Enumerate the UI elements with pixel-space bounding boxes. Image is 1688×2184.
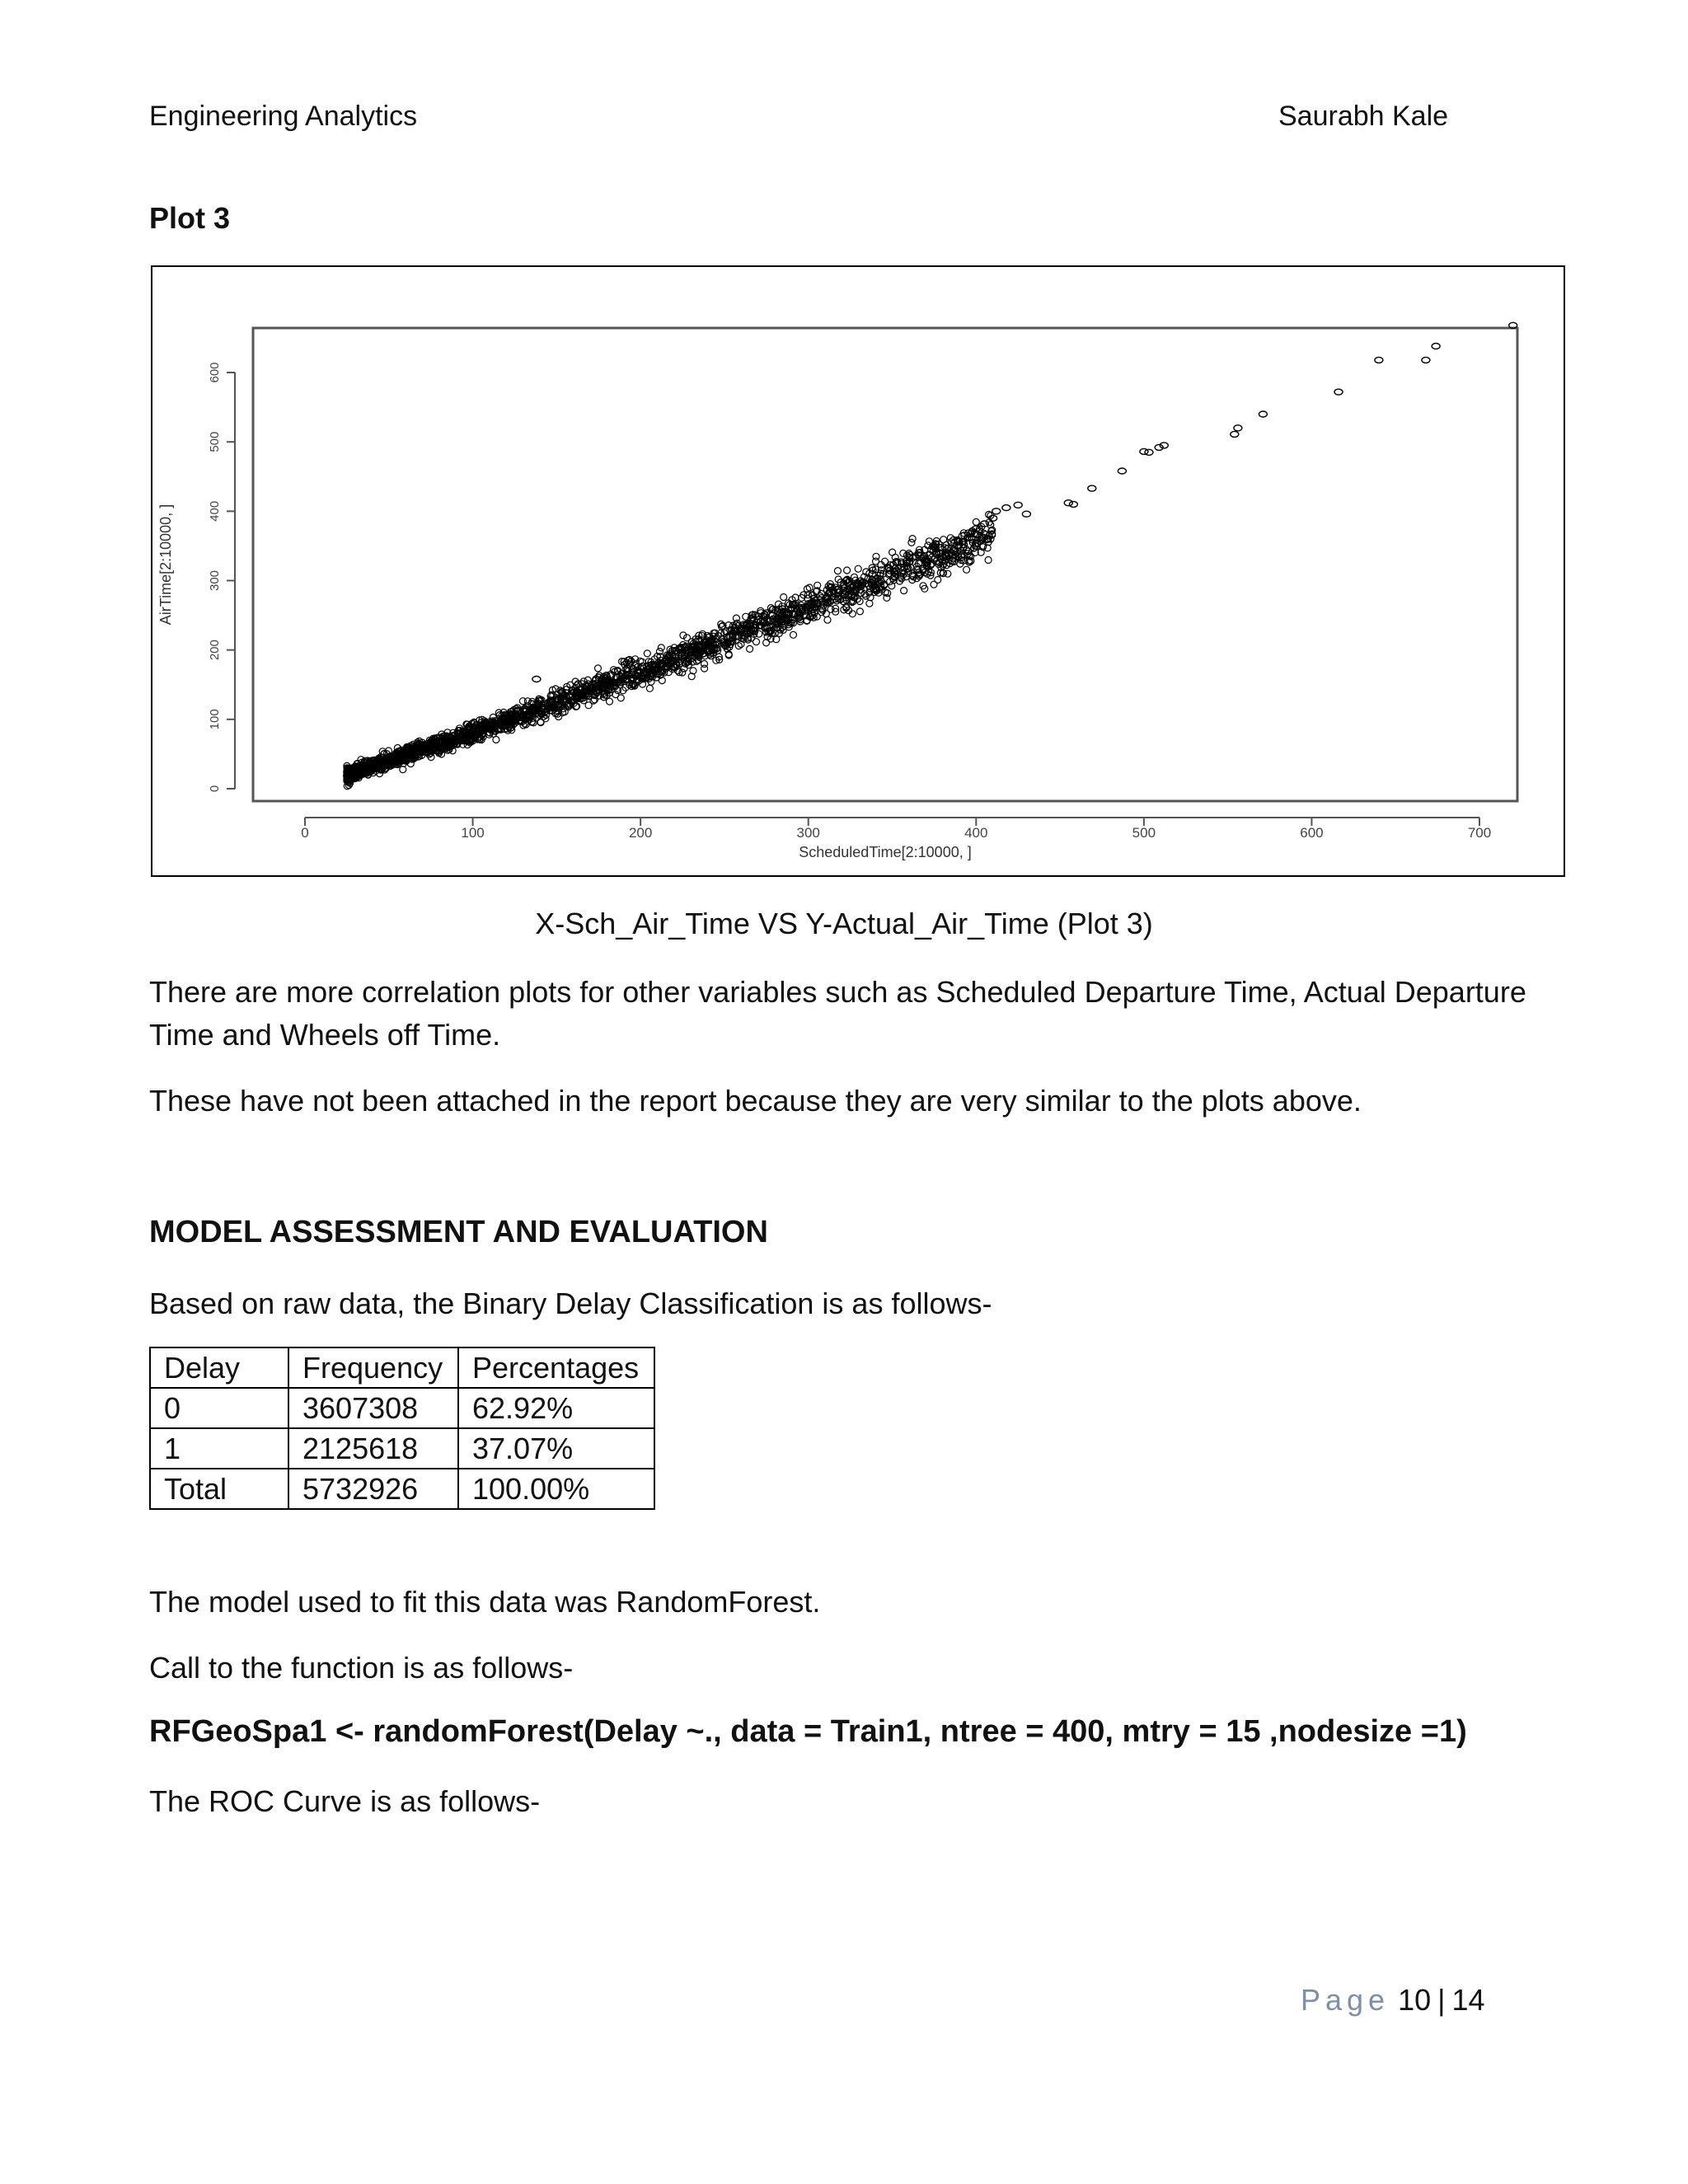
header-title: Engineering Analytics <box>149 101 418 132</box>
table-row <box>150 1388 654 1428</box>
data-point <box>908 539 915 546</box>
x-tick-label: 400 <box>964 825 988 841</box>
data-point <box>1334 389 1343 395</box>
table-header-row <box>150 1347 654 1388</box>
data-point <box>834 568 841 574</box>
data-point <box>701 661 708 668</box>
paragraph-model-used: The model used to fit this data was RandomForest. <box>149 1585 821 1619</box>
data-point <box>1432 344 1440 349</box>
table-row <box>150 1428 654 1469</box>
data-point <box>1064 500 1072 506</box>
x-axis-label: ScheduledTime[2:10000, ] <box>799 844 972 860</box>
data-point <box>889 583 895 589</box>
page-word: Page <box>1301 1983 1390 2017</box>
data-point <box>400 766 406 773</box>
y-axis-label: AirTime[2:10000, ] <box>157 504 174 626</box>
data-point <box>1375 357 1383 363</box>
delay-classification-table <box>149 1347 655 1510</box>
data-point <box>658 644 664 651</box>
scatter-chart <box>152 267 1564 875</box>
y-tick-label: 500 <box>208 431 222 452</box>
y-tick-label: 400 <box>208 500 222 522</box>
data-point <box>1234 425 1242 431</box>
data-point <box>763 640 770 646</box>
data-point <box>646 685 653 691</box>
code-line: RFGeoSpa1 <- randomForest(Delay ~., data = Train1, ntree = 400, mtry = 15 ,nodesize =1) <box>149 1714 1467 1749</box>
data-point <box>806 584 813 591</box>
data-point <box>747 645 753 652</box>
y-tick-label: 200 <box>208 640 222 661</box>
data-point <box>940 537 947 543</box>
data-point <box>844 567 851 574</box>
table-header-cell: Delay <box>150 1347 288 1388</box>
x-tick-label: 500 <box>1132 825 1156 841</box>
page-footer <box>1301 1983 1485 2018</box>
data-point <box>856 608 863 615</box>
data-point <box>1422 357 1430 363</box>
data-point <box>935 577 941 583</box>
table-row <box>150 1469 654 1509</box>
data-point <box>866 600 873 607</box>
data-point <box>644 650 650 657</box>
table-cell: 2125618 <box>288 1428 458 1469</box>
header-author: Saurabh Kale <box>1278 101 1449 132</box>
y-tick-label: 100 <box>208 709 222 730</box>
data-point <box>1231 431 1239 437</box>
data-point <box>1118 468 1126 474</box>
x-tick-label: 700 <box>1467 825 1492 841</box>
data-point <box>873 558 879 565</box>
data-point <box>519 698 526 705</box>
x-tick-label: 600 <box>1300 825 1324 841</box>
x-tick-label: 200 <box>628 825 653 841</box>
data-point <box>964 566 970 573</box>
section-heading: MODEL ASSESSMENT AND EVALUATION <box>149 1215 768 1249</box>
data-point <box>985 557 992 564</box>
table-cell: 0 <box>150 1388 288 1428</box>
data-point <box>781 594 787 601</box>
x-axis <box>301 818 1491 841</box>
y-tick-label: 600 <box>208 362 222 383</box>
plot-heading: Plot 3 <box>149 201 231 235</box>
table-cell: 3607308 <box>288 1388 458 1428</box>
table-cell: Total <box>150 1469 288 1509</box>
page-number: 10 <box>1398 1983 1432 2017</box>
data-point <box>1022 511 1030 517</box>
paragraph-classification-intro: Based on raw data, the Binary Delay Classification is as follows- <box>149 1286 992 1320</box>
table-cell: 100.00% <box>458 1469 654 1509</box>
table-header-cell: Percentages <box>458 1347 654 1388</box>
data-point <box>595 665 602 672</box>
y-tick-label: 300 <box>208 569 222 592</box>
data-point <box>901 588 907 594</box>
page-separator: | <box>1437 1983 1446 2017</box>
scatter-cloud <box>344 322 1517 790</box>
data-point <box>790 631 797 638</box>
x-tick-label: 0 <box>301 825 309 841</box>
data-point <box>1140 448 1148 454</box>
table-cell: 5732926 <box>288 1469 458 1509</box>
table-cell: 62.92% <box>458 1388 654 1428</box>
data-point <box>1002 505 1010 511</box>
paragraph-function-call: Call to the function is as follows- <box>149 1651 574 1685</box>
data-point <box>1014 502 1022 508</box>
data-point <box>992 509 1001 514</box>
table-cell: 37.07% <box>458 1428 654 1469</box>
data-point <box>1069 501 1077 507</box>
figure-frame <box>151 265 1565 877</box>
table-header-cell: Frequency <box>288 1347 458 1388</box>
total-pages: 14 <box>1451 1983 1485 2017</box>
y-axis <box>208 362 235 792</box>
table-cell: 1 <box>150 1428 288 1469</box>
paragraph-roc-curve: The ROC Curve is as follows- <box>149 1784 541 1818</box>
data-point <box>607 698 613 705</box>
data-point <box>1088 485 1096 491</box>
paragraph-correlation-plots: There are more correlation plots for other variables such as Scheduled Departure Time, Actual Departure Time and Wheels off Time. <box>149 975 1526 1052</box>
data-point <box>973 518 979 525</box>
figure-caption: X-Sch_Air_Time VS Y-Actual_Air_Time (Plot 3) <box>535 907 1153 940</box>
data-point <box>532 677 541 682</box>
data-point <box>1259 411 1267 417</box>
data-point <box>855 565 861 572</box>
data-point <box>824 616 831 623</box>
x-tick-label: 300 <box>796 825 820 841</box>
x-tick-label: 100 <box>461 825 485 841</box>
y-tick-label: 0 <box>208 785 222 793</box>
paragraph-not-attached: These have not been attached in the report because they are very similar to the plots above. <box>149 1084 1362 1118</box>
